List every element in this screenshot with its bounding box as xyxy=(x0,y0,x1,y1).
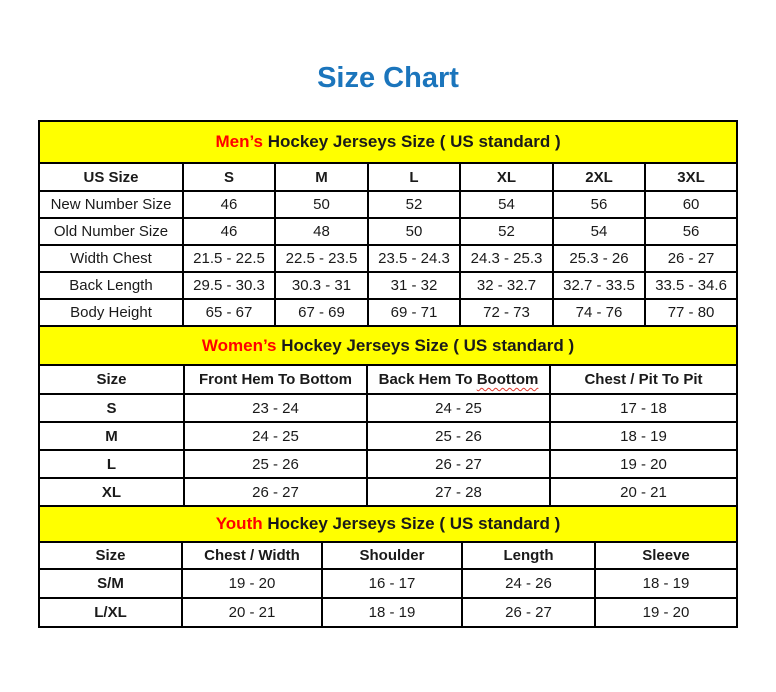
youth-value-cell: 19 - 20 xyxy=(182,569,322,598)
youth-value-cell: 20 - 21 xyxy=(182,598,322,627)
mens-value-cell: 31 - 32 xyxy=(368,272,460,299)
mens-value-cell: 24.3 - 25.3 xyxy=(460,245,553,272)
mens-value-cell: 72 - 73 xyxy=(460,299,553,326)
womens-value-cell: 19 - 20 xyxy=(550,450,737,478)
womens-header-row xyxy=(39,365,737,394)
mens-value-cell: 65 - 67 xyxy=(183,299,275,326)
womens-row-label: S xyxy=(39,394,184,422)
mens-band-row xyxy=(39,121,737,163)
mens-value-cell: 33.5 - 34.6 xyxy=(645,272,737,299)
mens-value-cell: 56 xyxy=(645,218,737,245)
mens-value-cell: 54 xyxy=(460,191,553,218)
mens-column-header: L xyxy=(368,163,460,191)
womens-row-label: L xyxy=(39,450,184,478)
womens-table-row xyxy=(39,478,737,506)
mens-column-header: 2XL xyxy=(553,163,645,191)
mens-value-cell: 77 - 80 xyxy=(645,299,737,326)
womens-value-cell: 20 - 21 xyxy=(550,478,737,506)
mens-table-row xyxy=(39,218,737,245)
youth-column-header: Sleeve xyxy=(595,542,737,569)
mens-column-header: S xyxy=(183,163,275,191)
youth-value-cell: 16 - 17 xyxy=(322,569,462,598)
mens-value-cell: 32 - 32.7 xyxy=(460,272,553,299)
youth-row-label: L/XL xyxy=(39,598,182,627)
womens-column-header: Back Hem To Boottom xyxy=(367,365,550,394)
mens-header-row xyxy=(39,163,737,191)
womens-value-cell: 18 - 19 xyxy=(550,422,737,450)
mens-row-label: New Number Size xyxy=(39,191,183,218)
womens-size-table xyxy=(38,325,738,507)
mens-value-cell: 23.5 - 24.3 xyxy=(368,245,460,272)
mens-column-header: US Size xyxy=(39,163,183,191)
youth-value-cell: 18 - 19 xyxy=(595,569,737,598)
mens-table-row xyxy=(39,299,737,326)
page-title: Size Chart xyxy=(317,62,459,94)
mens-section-title xyxy=(39,121,737,163)
mens-value-cell: 48 xyxy=(275,218,368,245)
youth-value-cell: 24 - 26 xyxy=(462,569,595,598)
womens-table-row xyxy=(39,422,737,450)
mens-value-cell: 46 xyxy=(183,218,275,245)
womens-band-row xyxy=(39,326,737,365)
mens-section-title-rest: Hockey Jerseys Size ( US standard ) xyxy=(263,132,561,151)
youth-row-label: S/M xyxy=(39,569,182,598)
mens-section-title-highlight: Men’s xyxy=(215,132,263,151)
mens-table-row xyxy=(39,191,737,218)
womens-value-cell: 25 - 26 xyxy=(184,450,367,478)
mens-value-cell: 50 xyxy=(275,191,368,218)
womens-value-cell: 26 - 27 xyxy=(367,450,550,478)
womens-value-cell: 27 - 28 xyxy=(367,478,550,506)
mens-value-cell: 50 xyxy=(368,218,460,245)
youth-section-title xyxy=(39,506,737,542)
mens-value-cell: 21.5 - 22.5 xyxy=(183,245,275,272)
womens-section-title xyxy=(39,326,737,365)
mens-row-label: Body Height xyxy=(39,299,183,326)
youth-column-header: Size xyxy=(39,542,182,569)
womens-value-cell: 23 - 24 xyxy=(184,394,367,422)
youth-table-row xyxy=(39,598,737,627)
mens-value-cell: 26 - 27 xyxy=(645,245,737,272)
womens-column-header: Size xyxy=(39,365,184,394)
mens-value-cell: 32.7 - 33.5 xyxy=(553,272,645,299)
womens-value-cell: 17 - 18 xyxy=(550,394,737,422)
womens-section-title-rest: Hockey Jerseys Size ( US standard ) xyxy=(276,335,575,355)
mens-value-cell: 52 xyxy=(368,191,460,218)
mens-size-table xyxy=(38,120,738,327)
mens-table-row xyxy=(39,245,737,272)
womens-table-row xyxy=(39,394,737,422)
mens-row-label: Width Chest xyxy=(39,245,183,272)
womens-row-label: M xyxy=(39,422,184,450)
youth-band-row xyxy=(39,506,737,542)
mens-value-cell: 22.5 - 23.5 xyxy=(275,245,368,272)
misspelled-word-squiggle: Boottom xyxy=(476,371,539,388)
youth-section-title-highlight: Youth xyxy=(215,514,263,533)
youth-header-row xyxy=(39,542,737,569)
mens-value-cell: 25.3 - 26 xyxy=(553,245,645,272)
mens-value-cell: 60 xyxy=(645,191,737,218)
womens-value-cell: 25 - 26 xyxy=(367,422,550,450)
womens-column-header: Chest / Pit To Pit xyxy=(550,365,737,394)
youth-table-row xyxy=(39,569,737,598)
womens-section-title-highlight: Women’s xyxy=(201,335,277,355)
mens-column-header: 3XL xyxy=(645,163,737,191)
mens-value-cell: 56 xyxy=(553,191,645,218)
mens-value-cell: 54 xyxy=(553,218,645,245)
womens-column-header: Front Hem To Bottom xyxy=(184,365,367,394)
mens-value-cell: 30.3 - 31 xyxy=(275,272,368,299)
mens-value-cell: 46 xyxy=(183,191,275,218)
youth-column-header: Shoulder xyxy=(322,542,462,569)
womens-value-cell: 24 - 25 xyxy=(184,422,367,450)
mens-value-cell: 69 - 71 xyxy=(368,299,460,326)
mens-column-header: M xyxy=(275,163,368,191)
size-chart-tables xyxy=(38,120,736,628)
womens-row-label: XL xyxy=(39,478,184,506)
mens-row-label: Old Number Size xyxy=(39,218,183,245)
youth-value-cell: 19 - 20 xyxy=(595,598,737,627)
mens-value-cell: 52 xyxy=(460,218,553,245)
youth-section-title-rest: Hockey Jerseys Size ( US standard ) xyxy=(262,514,561,533)
womens-value-cell: 24 - 25 xyxy=(367,394,550,422)
mens-value-cell: 29.5 - 30.3 xyxy=(183,272,275,299)
youth-value-cell: 18 - 19 xyxy=(322,598,462,627)
womens-value-cell: 26 - 27 xyxy=(184,478,367,506)
mens-value-cell: 67 - 69 xyxy=(275,299,368,326)
youth-column-header: Chest / Width xyxy=(182,542,322,569)
youth-value-cell: 26 - 27 xyxy=(462,598,595,627)
youth-size-table xyxy=(38,505,738,628)
mens-column-header: XL xyxy=(460,163,553,191)
mens-value-cell: 74 - 76 xyxy=(553,299,645,326)
mens-table-row xyxy=(39,272,737,299)
youth-column-header: Length xyxy=(462,542,595,569)
mens-row-label: Back Length xyxy=(39,272,183,299)
womens-table-row xyxy=(39,450,737,478)
